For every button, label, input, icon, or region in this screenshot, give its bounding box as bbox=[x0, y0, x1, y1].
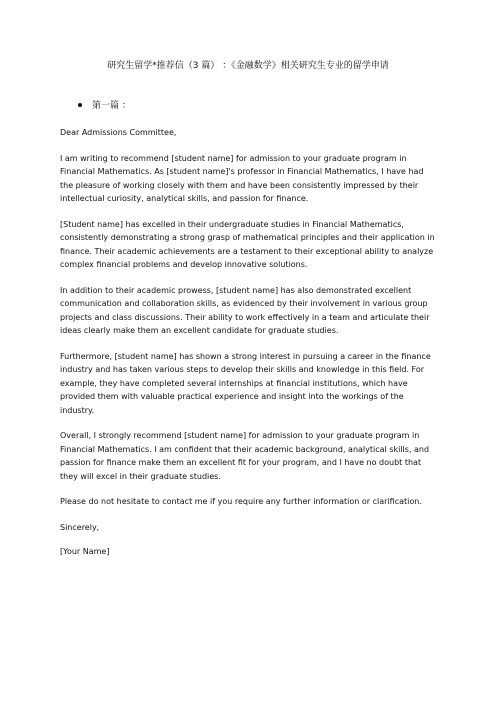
letter-paragraph: I am writing to recommend [student name] for admission to your graduate program in Financial Mathematics. As [student name]'s professor in Financial Mathematics, I have had the pleasure of working closely with them and have been consistently impressed by their intellectual curiosity, analytical skills, and passion for finance. bbox=[60, 153, 424, 203]
letter-paragraph: Furthermore, [student name] has shown a strong interest in pursuing a career in the finance industry and has taken various steps to develop their skills and knowledge in this field. For example, they have completed several internships at financial institutions, which have provided them with valuable practical experience and insight into the workings of the industry. bbox=[60, 351, 431, 415]
letter-paragraph: In addition to their academic prowess, [student name] has also demonstrated excellent communication and collaboration skills, as evidenced by their involvement in various group projects and class discussions. Their ability to work effectively in a team and articulate their ideas clearly make them an excellent candidate for graduate studies. bbox=[60, 285, 430, 335]
letter-signature: [Your Name] bbox=[60, 547, 110, 556]
bullet-icon bbox=[78, 103, 82, 107]
section-heading bbox=[78, 100, 131, 112]
letter-closing: Sincerely, bbox=[60, 522, 100, 532]
letter-paragraph: Please do not hesitate to contact me if you require any further information or clarification. bbox=[60, 497, 422, 506]
letter-salutation: Dear Admissions Committee, bbox=[60, 128, 177, 137]
document-title: 研究生留学*推荐信（3 篇） ：《金融数学》相关研究生专业的留学申请 bbox=[107, 61, 389, 71]
section-heading-label: 第一篇 ： bbox=[92, 101, 131, 111]
letter-paragraph: Overall, I strongly recommend [student name] for admission to your graduate program in Financial Mathematics. I am confident that their academic background, analytical skills, and passion for finance make them an excellent fit for your program, and I have no doubt that they will excel in their graduate studies. bbox=[60, 431, 430, 481]
letter-paragraph: [Student name] has excelled in their undergraduate studies in Financial Mathematics, consistently demonstrating a strong grasp of mathematical principles and their application in finance. Their academic achievements are a testament to their exceptional ability to analyze complex financial problems and develop innovative solutions. bbox=[60, 219, 435, 269]
recommendation-letter bbox=[60, 126, 438, 571]
